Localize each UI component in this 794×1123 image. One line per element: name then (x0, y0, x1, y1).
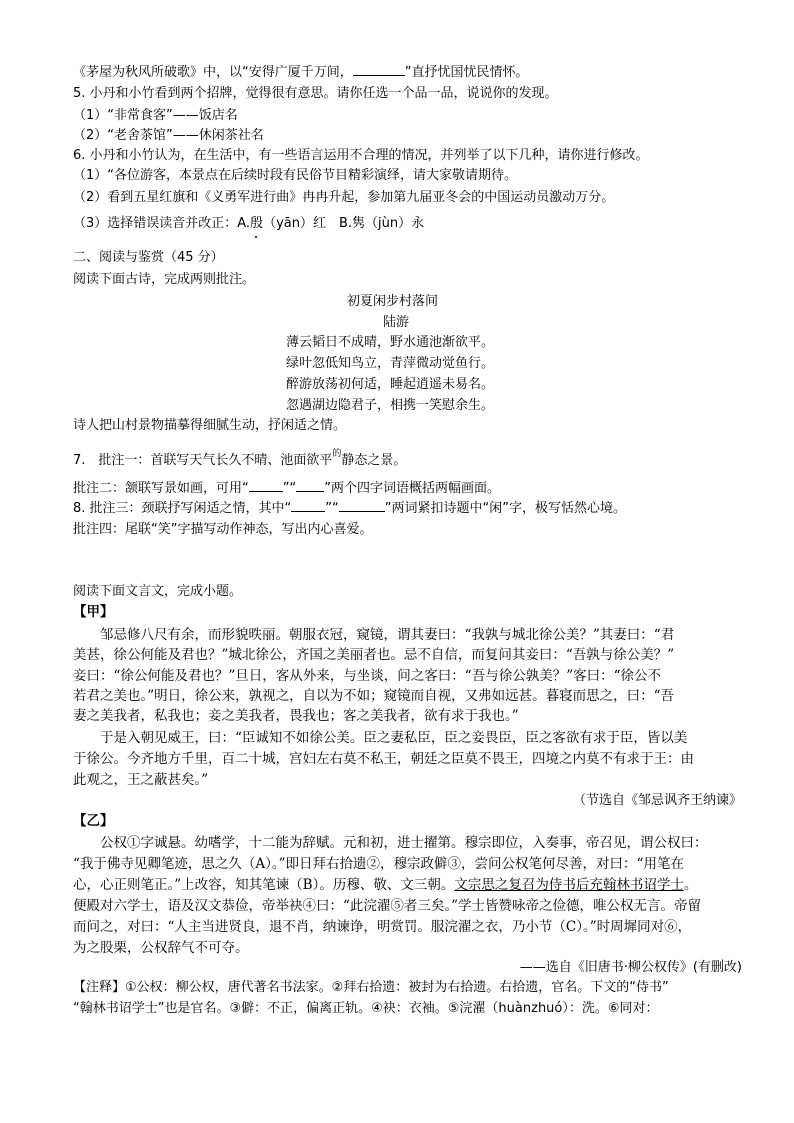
passage-yi-label: 【乙】 (73, 813, 114, 829)
poem-author: 陆游 (383, 315, 410, 330)
passage-jia-line: 妻之美我者，私我也；妾之美我者，畏我也；客之美我者，欲有求于我也。” (73, 708, 519, 724)
passage-jia-line: 美甚，徐公何能及君也？”城北徐公，齐国之美丽者也。忌不自信，而复问其妾曰：“吾孰与徐公美？” (73, 647, 675, 663)
emphasis-dot (255, 236, 257, 238)
answer-blank[interactable] (353, 62, 405, 76)
annotation-4: 批注四：尾联“笑”字描写动作神态，写出内心喜爱。 (73, 522, 373, 537)
notes-line: 【注释】①公权：柳公权，唐代著名书法家。②拜右拾遗：被封为右拾遗。右拾遗，官名。下文的“侍书” (73, 980, 669, 995)
question-6: 6. 小丹和小竹认为，在生活中，有一些语言运用不合理的情况，并列举了以下几种，请你进行修改。 (73, 148, 649, 163)
poem-line: 薄云韬日不成晴，野水通池渐欲平。 (286, 335, 495, 350)
passage-yi-line: “我于佛寺见卿笔迹，思之久（A）。”即日拜右拾遗②，穆宗政僻③，尝问公权笔何尽善，对曰：“用笔在 (73, 856, 684, 872)
annotation-2: 批注二：颔联写景如画，可用“ ”“ ”两个四字词语概括两幅画面。 (73, 478, 500, 499)
passage-yi-line: 心，心正则笔正。”上改容，知其笔谏（B）。历穆、敬、文三朝。文宗思之复召为侍书后充翰林书诏学士。 (73, 877, 698, 893)
answer-blank[interactable] (339, 498, 385, 512)
passage-yi-source: ——选自《旧唐书·柳公权传》(有删改) (519, 960, 742, 975)
passage-yi-line: 为之股栗，公权辞气不可夺。 (73, 940, 249, 956)
question-4-line: 《茅屋为秋风所破歌》中，以“安得广厦千万间， ”直抒忧国忧民情怀。 (73, 62, 529, 83)
passage-jia-line: 于是入朝见威王，曰：“臣诚知不如徐公美。臣之妻私臣，臣之妾畏臣，臣之客欲有求于臣，皆以美 (100, 730, 688, 746)
answer-blank[interactable] (291, 498, 325, 512)
notes-line: “翰林书诏学士”也是官名。③僻：不正，偏离正轨。④袂：衣袖。⑤浣濯（huànzhuó）：洗。⑥同对： (73, 1001, 659, 1016)
question-5-item-1: （1）“非常食客”——饭店名 (73, 108, 238, 123)
passage-jia-line: 邹忌修八尺有余，而形貌昳丽。朝服衣冠，窥镜，谓其妻曰：“我孰与城北徐公美？”其妻曰：“君 (100, 627, 675, 643)
passage-jia-line: 若君之美也。”明日，徐公来，孰视之，自以为不如；窥镜而自视，又弗如远甚。暮寝而思之，曰：“吾 (73, 688, 675, 704)
question-5-item-2: （2）“老舍茶馆”——休闲茶社名 (73, 128, 264, 143)
question-7: 7. 批注一：首联写天气长久不晴、池面欲平$^的$静态之景。 (73, 449, 407, 468)
passage-yi-line: 公权①字诚悬。幼嗜学，十二能为辞赋。元和初，进士擢第。穆宗即位，入奏事，帝召见，谓公权曰： (100, 835, 708, 851)
classical-intro: 阅读下面文言文，完成小题。 (73, 584, 243, 599)
answer-blank[interactable] (249, 478, 283, 492)
answer-blank[interactable] (296, 478, 324, 492)
question-6-item-2: （2）看到五星红旗和《义勇军进行曲》冉冉升起，参加第九届亚冬会的中国运动员激动万分。 (73, 190, 615, 205)
passage-jia-source: （节选自《邹忌讽齐王纳谏》 (572, 793, 742, 808)
poem-summary: 诗人把山村景物描摹得细腻生动，抒闲适之情。 (73, 418, 347, 433)
passage-jia-line: 此观之，王之蔽甚矣。” (73, 772, 209, 788)
question-6-item-3: （3）选择错误读音并改正：A.殷（yān）红 B.隽（jùn）永 (73, 216, 425, 231)
section-heading: 二、阅读与鉴赏（45 分） (73, 250, 224, 265)
poem-line: 绿叶忽低知鸟立，青萍微动觉鱼行。 (286, 356, 495, 371)
poem-line: 忽遇湖边隐君子，相携一笑慰余生。 (286, 398, 495, 413)
passage-jia-label: 【甲】 (73, 604, 114, 620)
passage-jia-line: 于徐公。今齐地方千里，百二十城，宫妇左右莫不私王，朝廷之臣莫不畏王，四境之内莫不有求于王：由 (73, 751, 694, 767)
passage-jia-line: 妾曰：“徐公何能及君也？”旦日，客从外来，与坐谈，问之客曰：“吾与徐公孰美？”客曰：“徐公不 (73, 668, 662, 684)
underlined-sentence: 文宗思之复召为侍书后充翰林书诏学士 (454, 877, 684, 893)
question-6-item-1: （1）“各位游客，本景点在后续时段有民俗节目精彩演绎，请大家敬请期待。 (73, 168, 518, 183)
poem-intro: 阅读下面古诗，完成两则批注。 (73, 272, 256, 287)
passage-yi-line: 而问之，对曰：“人主当进贤良，退不肖，纳谏诤，明赏罚。服浣濯之衣，乃小节（C）。”时周墀同对⑥， (73, 919, 692, 935)
passage-yi-line: 便殿对六学士，语及汉文恭俭，帝举袂④曰：“此浣濯⑤者三矣。”学士皆赞咏帝之俭德，唯公权无言。帝留 (73, 898, 702, 914)
poem-title: 初夏闲步村落间 (347, 294, 439, 309)
poem-line: 醉游放荡初何适，睡起逍遥未易名。 (286, 377, 495, 392)
question-8: 8. 批注三：颈联抒写闲适之情，其中“ ”“ ”两词紧扣诗题中“闲”字，极写恬然心境。 (73, 498, 626, 519)
question-5: 5. 小丹和小竹看到两个招牌，觉得很有意思。请你任选一个品一品，说说你的发现。 (73, 86, 558, 101)
